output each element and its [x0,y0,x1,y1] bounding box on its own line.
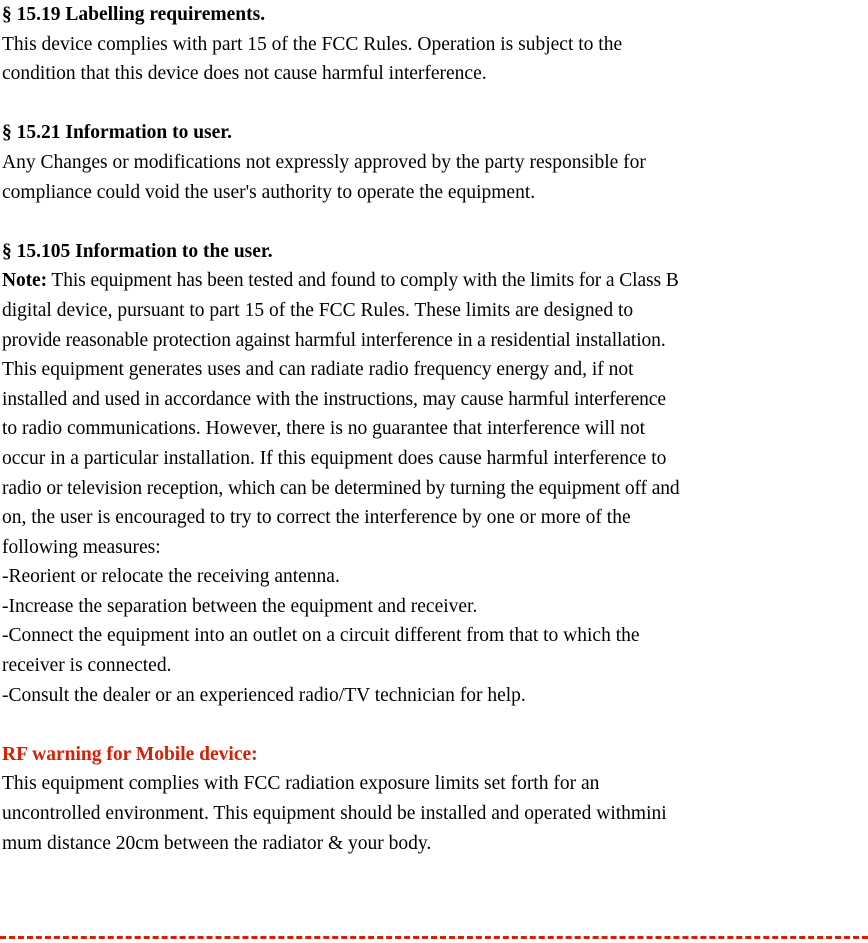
section-note-line [2,266,866,296]
section-information-to-the-user [2,237,866,711]
section-line: receiver is connected. [2,655,172,677]
spacer [2,710,866,740]
section-line: digital device, pursuant to part 15 of the FCC Rules. These limits are designed to [2,299,634,321]
section-information-to-user [2,118,866,207]
section-line: following measures: [2,536,161,558]
section-labelling-requirements [2,0,866,89]
section-heading: § 15.19 Labelling requirements. [2,4,266,25]
section-line: Any Changes or modifications not expressly approved by the party responsible for [2,151,646,173]
spacer [2,89,866,119]
spacer [2,207,866,237]
section-line: radio or television reception, which can be determined by turning the equipment off and [2,477,680,499]
section-line: uncontrolled environment. This equipment should be installed and operated withmini [2,803,667,825]
section-line: -Consult the dealer or an experienced radio/TV technician for help. [2,684,526,706]
note-label: Note: [2,270,47,292]
note-text: This equipment has been tested and found to comply with the limits for a Class B [46,270,679,292]
section-line: This equipment complies with FCC radiation exposure limits set forth for an [2,773,600,795]
page-bottom-divider [0,936,868,939]
section-line: compliance could void the user's authority to operate the equipment. [2,181,536,203]
section-line: condition that this device does not cause harmful interference. [2,63,487,85]
section-rf-warning [2,740,866,858]
section-line: -Reorient or relocate the receiving antenna. [2,566,340,588]
section-heading: RF warning for Mobile device: [2,743,258,765]
section-line: -Increase the separation between the equipment and receiver. [2,595,478,617]
section-line: -Connect the equipment into an outlet on a circuit different from that to which the [2,625,640,647]
section-line: to radio communications. However, there is no guarantee that interference will not [2,418,646,440]
section-heading: § 15.105 Information to the user. [2,240,273,262]
section-line: This device complies with part 15 of the FCC Rules. Operation is subject to the [2,33,623,55]
section-heading: § 15.21 Information to user. [2,122,233,144]
section-line: mum distance 20cm between the radiator & your body. [2,832,432,854]
section-line: installed and used in accordance with the instructions, may cause harmful interference [2,388,666,410]
section-line: This equipment generates uses and can radiate radio frequency energy and, if not [2,359,634,381]
section-line: on, the user is encouraged to try to correct the interference by one or more of the [2,507,631,529]
section-line: provide reasonable protection against harmful interference in a residential installation. [2,329,666,351]
document-body [2,0,866,858]
section-line: occur in a particular installation. If this equipment does cause harmful interference to [2,447,667,469]
